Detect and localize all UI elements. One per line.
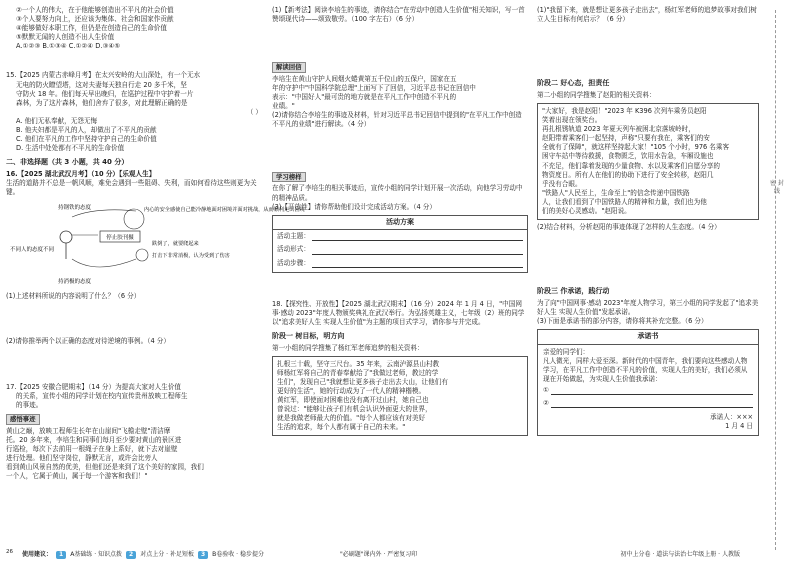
box-line: 物资度日。所有人在他们的协助下进行了安全转移，赵阳几 <box>542 170 714 179</box>
box-line: 困守车站中等待救援，食物匮乏，饮用水告急，车厢设施也 <box>542 152 714 161</box>
q15 <box>6 71 262 153</box>
story-line: 看到黄山风景自然的优美，但他们还是来到了这个美好的家园，我们 <box>6 463 204 472</box>
q15-line: 守防火 18 年。他们每天早出晚归，在巡护过程中守护着一片 <box>16 89 194 98</box>
box-line: 生们"，发现自己"我就想让更多孩子走出去大山，让他们有 <box>277 377 448 386</box>
seal-line <box>775 10 776 550</box>
box-line: 赵阳带着乘客们一起坚持，声称"只要有我在，乘客们的安 <box>542 134 710 143</box>
letter-date: 1 月 4 日 <box>725 422 753 431</box>
q18-sub1: (1)"我留下来，就是想让更多孩子走出去"，杨红军老师的追梦故事对我们树立人生目标有何启示？（6 分） <box>537 6 757 24</box>
teacher-story-box <box>272 356 528 437</box>
option: ④能够做好本职工作，但仍是在创造自己的生命价值 <box>16 24 167 33</box>
box-line: 人，让我们看到了中国铁路人的精神和力量，我们也为他 <box>542 197 707 206</box>
story-line: 一个人，它属于黄山，属于每一个游客和我们！" <box>6 472 148 481</box>
think-label: 内心的安全感使自己能冷静地面对困境并面对挑战，从而顺利走出困境 <box>144 207 305 214</box>
box-line: 师杨红军将自己的青春奉献给了"我做过老师，教过的学 <box>277 368 439 377</box>
person-icon <box>60 231 72 243</box>
box-line: 全就有了保障"，就这样坚持起大家！"105 个小时，976 名乘客 <box>542 143 730 152</box>
stage-text: 为了向"中国网事·感动 2023"年度人物学习，第三小组的同学发起了"追求美好人生 实现人生价值"发起承诺。 <box>537 298 759 316</box>
seal-label: 密 封 线 <box>770 180 784 196</box>
answer-space[interactable] <box>537 24 759 74</box>
q18-sub3: (3)下面是承诺书的部分内容，请你将其补充完整。（6 分） <box>537 317 708 325</box>
letter-text: 凡人微光，同样大爱至深。新时代的中国青年，我们要向这些感动人物学习，在平凡工作中创造不平凡的价值，实现人生的美好，我们必须从现在开始做起，为实现人生价值我承诺： <box>543 356 748 384</box>
read-line: 年的守护中"中国科学院总理"上面写下了回信，习近平总书记在回信中 <box>272 84 476 93</box>
option: ⑤默默无闻的人创造不出人生价值 <box>16 33 115 42</box>
bullet: ② <box>543 399 549 408</box>
column-3 <box>537 6 759 439</box>
q15-line: 15.【2025 内蒙古赤峰月考】在太兴安岭的大山深处，有一个无水 <box>6 71 201 80</box>
plan-row <box>273 243 527 256</box>
plan-row <box>273 230 527 243</box>
q15-line: 无电的防火瞭望塔，这对夫妻每天独自行走 20 多千米，坚 <box>16 80 187 89</box>
thought-bubble-icon <box>124 209 144 229</box>
letter-row <box>543 384 753 397</box>
letter-body <box>538 345 758 435</box>
read-line: 表示："中国好人"最可贵的地方就是在平凡工作中创造不平凡的 <box>272 93 457 102</box>
option: C. 他们在平凡的工作中坚持守护自己的生命价值 <box>16 135 157 144</box>
person-label: 不同人的态度不同 <box>10 247 55 254</box>
pledge-letter <box>537 329 759 435</box>
q17-line: 的事迹。 <box>16 400 43 409</box>
q16-text: 生活的道路并不总是一帆风顺，难免会遇到一些阻碍、失利，而如何看待这些则更为关键。 <box>6 179 257 197</box>
box-line: 们的美好心灵感动。"赵阳说。 <box>542 206 631 215</box>
box-line: "铁路人"人民至上，生命至上"的信念传递中国铁路 <box>542 188 690 197</box>
answer-space[interactable] <box>6 301 262 337</box>
option: ②一个人的伟大，在于他能够创造出不平凡的社会价值 <box>16 6 174 14</box>
q16-title: 16.【2025 湖北武汉月考】（10 分）【乐观人生】 <box>6 169 156 178</box>
step-text: 对点上分 · 补足短板 <box>140 550 194 558</box>
stick-label: 持钢铁的态度 <box>58 205 92 212</box>
stage-title: 阶段三 作承诺，践行动 <box>537 287 610 296</box>
section-title: 二、非选择题（共 3 小题，共 40 分） <box>6 158 129 167</box>
letter-blank[interactable] <box>551 399 753 408</box>
choices: A.①②③ B.①③④ C.①②④ D.③④⑤ <box>16 42 121 51</box>
q17-line: 17.【2025 安徽合肥期末】（14 分）为提高大家对人生价值 <box>6 382 182 391</box>
q17-sub2: (2)请你结合李培生的事迹及材料，针对习近平总书记回信中提到的"在平凡工作中创造不平凡的业绩"进行解读。（4 分） <box>272 111 522 129</box>
footer-right: 初中上分卷 · 道法与法治七年级上册 · 人教版 <box>620 550 740 558</box>
q18-sub2: (2)结合材料，分析赵阳的事迹体现了怎样的人生态度。（4 分） <box>537 223 721 232</box>
plan-row <box>273 257 527 272</box>
stage-text: 第一小组的同学搜集了杨红军老师追梦的相关资料： <box>272 343 424 352</box>
stage-title: 阶段二 好心态，担责任 <box>537 79 610 88</box>
fall-label: 跌倒了，就要爬起来 <box>152 241 199 248</box>
section-tag: 感悟事迹 <box>6 414 40 425</box>
box-line: 再扎根锈轨道 2023 年夏天列车被困北京落坡岭时， <box>542 125 695 134</box>
q17-sub1: (1)【新考法】阅读李培生的事迹，请你结合"在劳动中创造人生价值"相关知识，写一首赞颂现代诗——颂致敬劳。（100 字左右）（6 分） <box>272 6 525 24</box>
q14-options <box>6 6 262 51</box>
letter-greeting: 亲爱的同学们： <box>543 347 590 356</box>
step-badge: 2 <box>126 551 136 559</box>
q17-line: 的关系，宣传小组的同学计划在校内宣传贵州放映工程师生 <box>16 391 188 400</box>
box-line: 生活的追求，每个人都有属于自己的未来。" <box>277 423 406 432</box>
stage-text: 第二小组的同学搜集了赵阳的相关资料： <box>537 90 656 99</box>
learn-text: 在你了解了李培生的相关事迹后，宣传小组的同学计划开展一次活动，向他学习劳动中的精神品质。 <box>272 184 523 202</box>
read-line: 业绩。" <box>272 102 295 111</box>
stage-title: 阶段一 树目标，明方向 <box>272 331 345 340</box>
step-badge: 3 <box>198 551 208 559</box>
letter-signer: 承诺人：××× <box>710 413 753 422</box>
plan-label: 活动形式： <box>277 245 310 254</box>
answer-space[interactable] <box>272 130 528 168</box>
step-text: B卷验收 · 稳步提分 <box>212 550 264 558</box>
q15-blank: （ ） <box>246 107 262 116</box>
stamp-icon <box>136 249 148 261</box>
box-line: 曾说过："能够让孩子们有机会认识外面更大的世界， <box>277 405 432 414</box>
story-line: 托。20 多年来，李培生和同事们每月至少要对黄山的景区进 <box>6 435 182 444</box>
read-line: 李培生在黄山守护人间烟火蜷黄第五千位山的五保户，国家在五 <box>272 75 457 84</box>
usage-label: 使用建议： <box>22 550 53 558</box>
story-line: 黄山之巅，放映工程师生长年在山崖间"飞檐走壁"清洁摩 <box>6 426 171 435</box>
step-text: A基础练 · 知识点拨 <box>70 550 123 558</box>
fail-label: 持消极的态度 <box>58 279 92 286</box>
letter-title: 承诺书 <box>538 330 758 345</box>
option: B. 他夫妇都是平凡的人，却做出了不平凡的贡献 <box>16 126 157 135</box>
plan-label: 活动步骤： <box>277 258 310 267</box>
q16-sub1: (1)上述材料所说的内容说明了什么？（6 分） <box>6 292 141 301</box>
option: D. 生活中处处都有不平凡的生命价值 <box>16 144 125 153</box>
story-line: 行巡检，每次下去前用一根绳子在身上系好，就下去对崖壁 <box>6 444 178 453</box>
plan-blank[interactable] <box>312 259 523 268</box>
step-badge: 1 <box>56 551 66 559</box>
bad-label: 打击下非常消极，认为受到了伤害 <box>152 253 230 260</box>
box-line: 黄红军，即使面对困难也没有离开过山村，她自己也 <box>277 396 429 405</box>
answer-space[interactable] <box>537 232 759 282</box>
box-line: 笑着出现在领奖台。 <box>542 116 602 125</box>
plan-label: 活动主题： <box>277 232 310 241</box>
box-line: 不充足，他们靠着发现的少量食物、水以及乘客们自愿分享的 <box>542 161 721 170</box>
q16-sub2: (2)请你推举两个以正确的态度对待逆境的事例。（4 分） <box>6 337 170 346</box>
activity-plan-box <box>272 215 528 273</box>
answer-space[interactable] <box>6 347 262 383</box>
box-line: 更好的生活"，她的行动成为了一代人的精神楷模。 <box>277 386 426 395</box>
box-line: 扎根三十载，坚守三尺台。35 年来，云南泸源县山村教 <box>277 359 440 368</box>
footer-middle: "必刷题"课内外 · 严密复习印 <box>340 550 418 558</box>
column-2 <box>272 6 528 439</box>
stop-label: 停止胶刊摄 <box>106 235 134 242</box>
box-line: "大家好，我是赵阳！"2023 年 K396 次列车乘务员赵阳 <box>542 106 707 115</box>
reading-text <box>272 75 528 111</box>
option: A. 他们无私奉献，无怨无悔 <box>16 116 98 125</box>
usage-footer <box>22 551 264 559</box>
q18-intro: 18.【探究性、开放性】【2025 湖北武汉期末】（16 分）2024 年 1 月 4 日，"中国网事·感动 2023"年度人物颁奖典礼在武汉举行。为弘扬英雄主义，七年级（2）班的同学以"追求美好人生 实现人生价值"为主题的项目式学习，请你参与并完成。 <box>272 299 525 326</box>
q17-sub3: (3)【开放性】请你帮助他们设计完成活动方案。（4 分） <box>272 202 436 211</box>
letter-row <box>543 397 753 410</box>
q17-story <box>6 427 262 482</box>
section-tag: 解读回信 <box>272 62 306 73</box>
box-line: 就是我做老师最大的价值。"每个人都应该有对美好 <box>277 414 426 423</box>
section-tag: 学习榜样 <box>272 172 306 183</box>
plan-blank[interactable] <box>312 246 523 255</box>
bullet: ① <box>543 386 549 395</box>
plan-title: 活动方案 <box>273 216 527 231</box>
option: ③个人要努力向上，还应该为集体、社会和国家作贡献 <box>16 15 174 24</box>
zhaoyang-story-box <box>537 103 759 220</box>
story-line: 进行处理。他们坚守岗位，静默无言，或许会比旁人 <box>6 453 158 462</box>
plan-blank[interactable] <box>312 232 523 241</box>
letter-blank[interactable] <box>551 386 753 395</box>
box-line: 乎没有合眼。 <box>542 179 582 188</box>
page-number: 26 <box>6 549 13 556</box>
answer-space[interactable] <box>272 24 528 58</box>
q15-line: 森林，为了这片森林，他们舍弃了很多，对此理解正确的是 <box>16 98 188 107</box>
